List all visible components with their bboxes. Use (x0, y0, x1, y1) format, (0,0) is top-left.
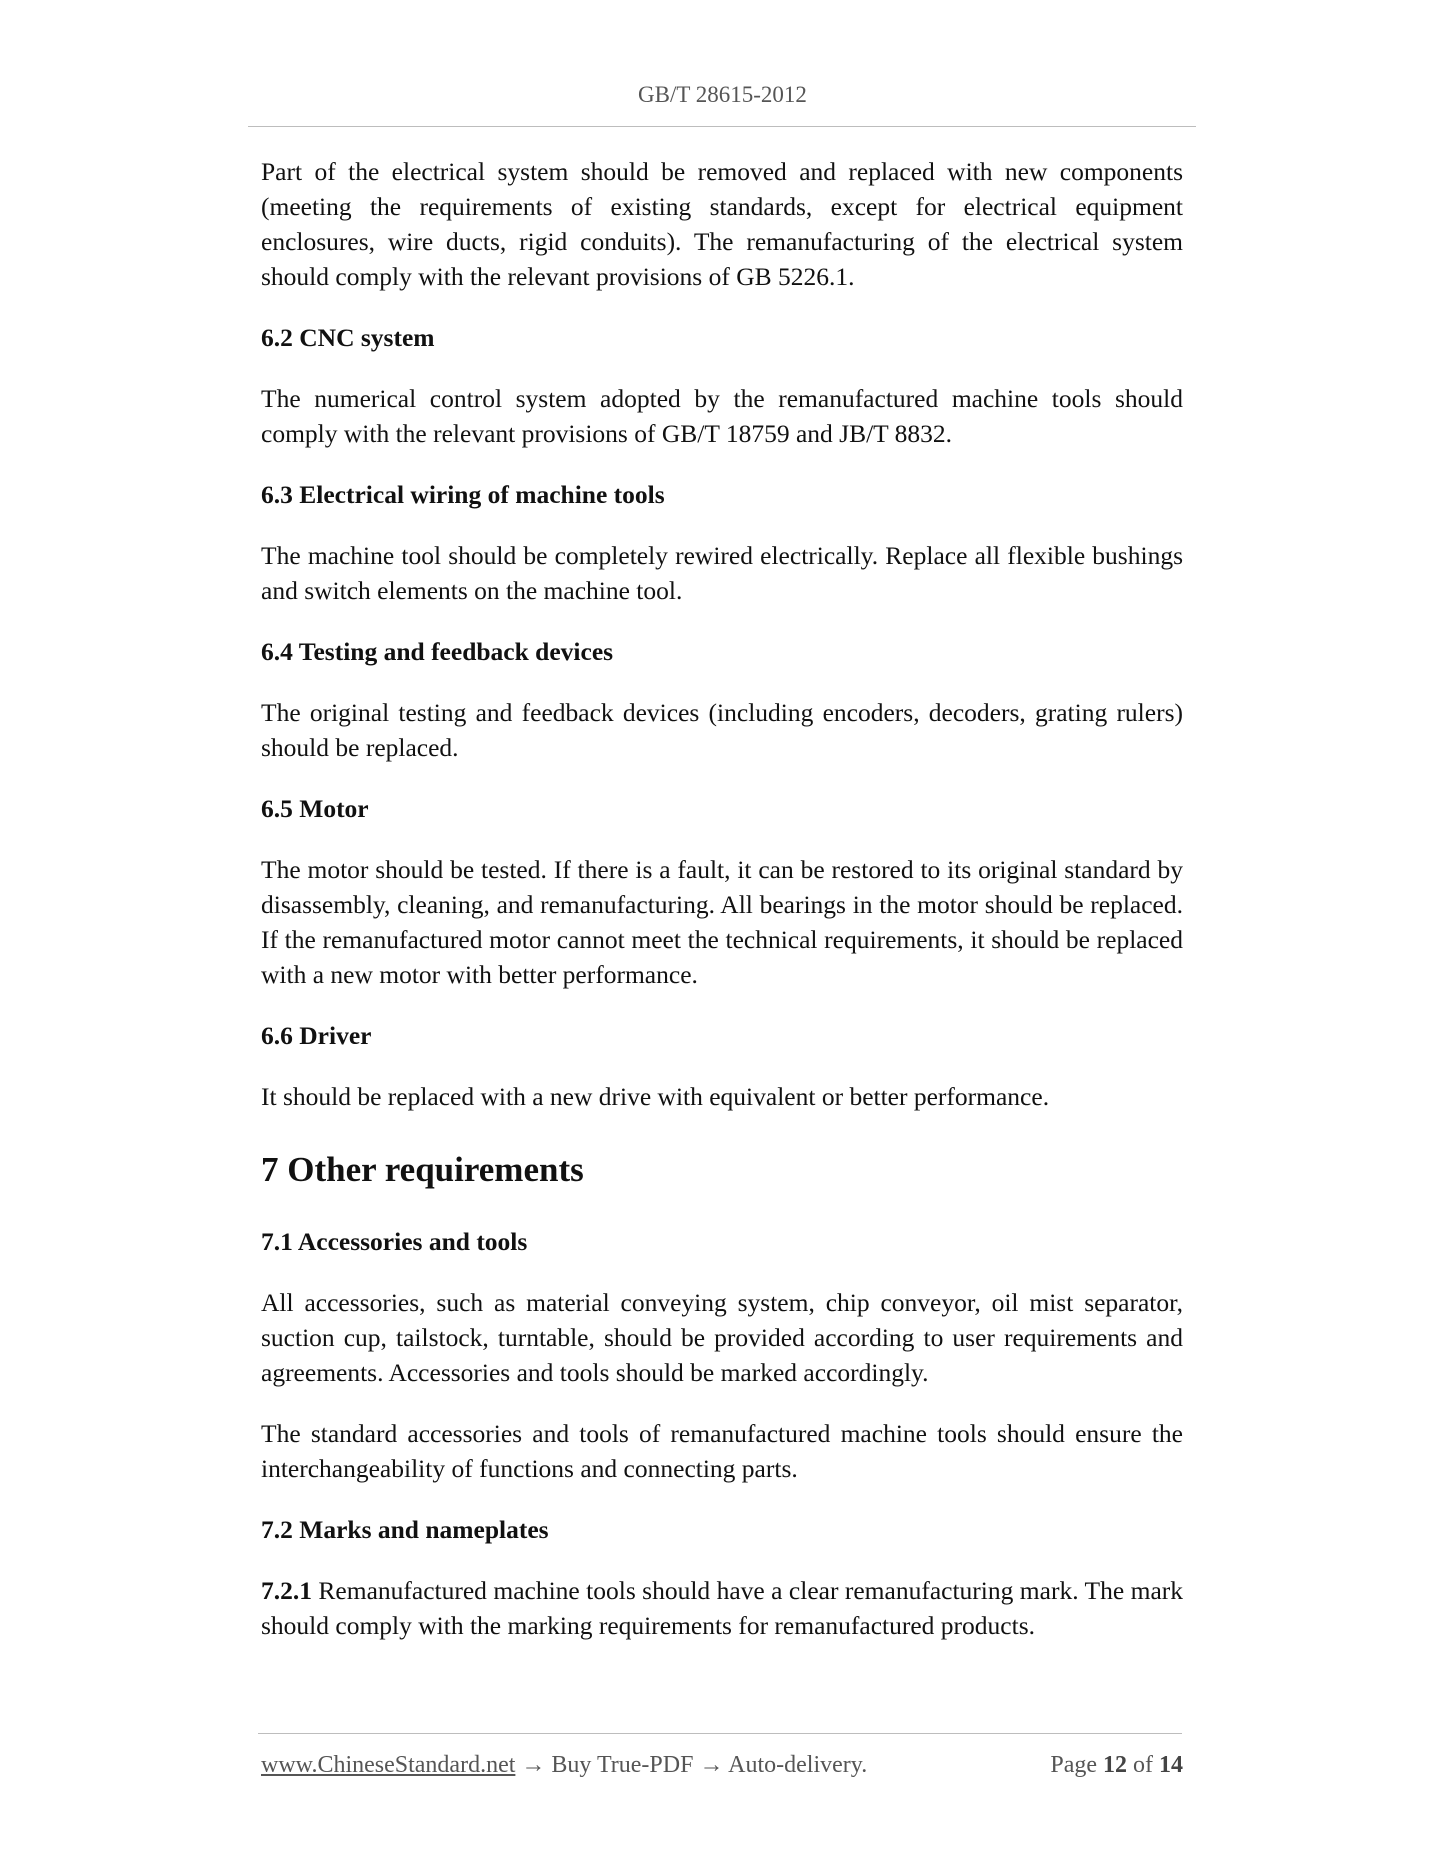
section-6-3-text: The machine tool should be completely rewired electrically. Replace all flexible bushings and switch elements on the machine tool. (261, 541, 1183, 605)
section-6-2-heading: 6.2 CNC system (261, 323, 435, 352)
page-number (1050, 1752, 1183, 1779)
section-6-4-text: The original testing and feedback devices (including encoders, decoders, grating rulers) should be replaced. (261, 698, 1183, 762)
footer-divider (258, 1733, 1182, 1734)
section-7-1-text-2: The standard accessories and tools of remanufactured machine tools should ensure the interchangeability of functions and connecting parts. (261, 1419, 1183, 1483)
document-id-header: GB/T 28615-2012 (638, 82, 807, 107)
section-6-4-heading: 6.4 Testing and feedback devices (261, 637, 614, 666)
page-content (261, 154, 1183, 1669)
section-7-heading: 7 Other requirements (261, 1150, 584, 1189)
section-6-5-heading: 6.5 Motor (261, 794, 369, 823)
section-7-2-heading: 7.2 Marks and nameplates (261, 1515, 549, 1544)
of-label: of (1127, 1752, 1159, 1778)
section-6-3-heading: 6.3 Electrical wiring of machine tools (261, 480, 665, 509)
header-divider (248, 126, 1196, 127)
section-7-1-text-1: All accessories, such as material conveying system, chip conveyor, oil mist separator, suction cup, tailstock, turntable, should be provided according to user requirements and agreements. Accessories and tools should be marked accordingly. (261, 1288, 1183, 1387)
arrow-right-icon: → (693, 1752, 729, 1778)
section-6-6-text: It should be replaced with a new drive with equivalent or better performance. (261, 1082, 1050, 1111)
clause-7-2-1-number: 7.2.1 (261, 1576, 312, 1605)
section-7-1-heading: 7.1 Accessories and tools (261, 1227, 528, 1256)
arrow-right-icon: → (515, 1752, 552, 1778)
clause-7-2-1 (261, 1573, 1183, 1643)
auto-delivery-text: Auto-delivery. (728, 1752, 868, 1778)
clause-7-2-1-text: Remanufactured machine tools should have a clear remanufacturing mark. The mark should comply with the marking requirements for remanufactured products. (261, 1576, 1183, 1640)
page-label: Page (1050, 1752, 1103, 1778)
intro-paragraph: Part of the electrical system should be removed and replaced with new components (meeting the requirements of existing standards, except for electrical equipment enclosures, wire ducts, rigid conduits). The remanufacturing of the electrical system should comply with the relevant provisions of GB 5226.1. (261, 157, 1183, 291)
chinesestandard-link[interactable]: www.ChineseStandard.net (261, 1752, 516, 1778)
current-page: 12 (1103, 1752, 1127, 1778)
section-6-6-heading: 6.6 Driver (261, 1021, 372, 1050)
section-6-5-text: The motor should be tested. If there is a fault, it can be restored to its original standard by disassembly, cleaning, and remanufacturing. All bearings in the motor should be replaced. If the remanufactured motor cannot meet the technical requirements, it should be replaced with a new motor with better performance. (261, 855, 1183, 989)
footer-promo (261, 1752, 867, 1779)
section-6-2-text: The numerical control system adopted by the remanufactured machine tools should comply with the relevant provisions of GB/T 18759 and JB/T 8832. (261, 384, 1183, 448)
buy-true-pdf-text: Buy True-PDF (551, 1752, 694, 1778)
total-pages: 14 (1159, 1752, 1183, 1778)
